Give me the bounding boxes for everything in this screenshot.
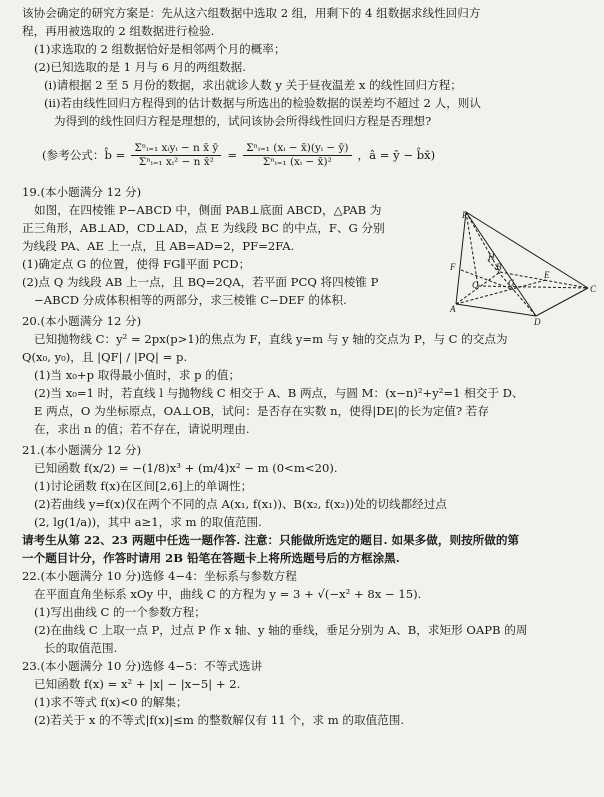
q22-line-4: 长的取值范围. [44,641,118,655]
formula-1-denominator: Σⁿᵢ₌₁ xᵢ² − n x̄² [138,155,214,168]
label-Q: Q [472,280,479,290]
formula-equals: = [227,148,238,162]
q22-heading: 22.(本小题满分 10 分)选修 4−4：坐标系与参数方程 [22,569,297,583]
formula-2-denominator: Σⁿᵢ₌₁ (xᵢ − x̄)² [262,155,332,168]
formula-1-numerator: Σⁿᵢ₌₁ xᵢyᵢ − n x̄ ȳ [131,142,221,156]
q22-line-2: (1)写出曲线 C 的一个参数方程； [34,605,206,619]
q19-line-1: 如图，在四棱锥 P−ABCD 中，侧面 PAB⊥底面 ABCD，△PAB 为 [34,203,382,217]
question-23 [22,657,592,729]
q20-line-1: 已知抛物线 C：y² = 2px(p>1)的焦点为 F，直线 y=m 与 y 轴的交点为 P，与 C 的交点为 [34,332,508,346]
intro-line-6: (ii)若由线性回归方程得到的估计数据与所选出的检验数据的误差均不超过 2 人，则认 [44,96,481,110]
q20-line-4: (2)当 x₀=1 时，若直线 l 与抛物线 C 相交于 A、B 两点，与圆 M：(x−n)²+y²=1 相交于 D、 [34,386,524,400]
question-21 [22,441,592,531]
q22-line-1: 在平面直角坐标系 xOy 中，曲线 C 的方程为 y = 3 + √(−x² + 8x − 15). [34,587,422,601]
q20-heading: 20.(本小题满分 12 分) [22,314,142,328]
q21-line-1: 已知函数 f(x/2) = −(1/8)x³ + (m/4)x² − m (0<m<20). [34,461,338,475]
formula-suffix: ，â = ȳ − b̂x̄) [357,148,436,162]
q19-line-3: 为线段 PA、AE 上一点，且 AB=AD=2，PF=2FA. [22,239,295,253]
q20-line-3: (1)当 x₀+p 取得最小值时，求 p 的值； [34,368,241,382]
q19-line-4: (1)确定点 G 的位置，使得 FG∥平面 PCD； [22,257,251,271]
q23-line-1: 已知函数 f(x) = x² + |x| − |x−5| + 2. [34,677,241,691]
label-B: B [496,262,502,272]
label-A: A [450,304,456,314]
q23-line-2: (1)求不等式 f(x)<0 的解集； [34,695,188,709]
formula-fraction-2 [243,142,351,169]
formula-2-numerator: Σⁿᵢ₌₁ (xᵢ − x̄)(yᵢ − ȳ) [243,142,351,156]
reference-formula [22,130,592,180]
intro-line-7: 为得到的线性回归方程是理想的，试问该协会所得线性回归方程是否理想? [54,114,432,128]
label-E: E [544,270,550,280]
intro-section [22,4,592,180]
label-P: P [462,210,468,220]
notice-line-2: 一个题目计分，作答时请用 2B 铅笔在答题卡上将所选题号后的方框涂黑. [22,551,400,565]
label-F: F [450,262,456,272]
notice-line-1: 请考生从第 22、23 两题中任选一题作答. 注意：只能做所选定的题目. 如果多做，则按所做的第 [22,533,520,547]
question-22 [22,567,592,657]
label-H: H [488,252,495,262]
q21-line-3: (2)若曲线 y=f(x)仅在两个不同的点 A(x₁, f(x₁))、B(x₂, f(x₂))处的切线都经过点 [34,497,447,511]
label-G: G [508,278,515,288]
intro-line-2: 程，再用被选取的 2 组数据进行检验. [22,24,215,38]
intro-line-4: (2)已知选取的是 1 月与 6 月的两组数据. [34,60,246,74]
q19-line-5: (2)点 Q 为线段 AB 上一点，且 BQ=2QA，若平面 PCQ 将四棱锥 P [22,275,379,289]
q19-line-2: 正三角形，AB⊥AD，CD⊥AD，点 E 为线段 BC 的中点，F、G 分别 [22,221,385,235]
label-C: C [590,284,597,294]
q20-line-2: Q(x₀, y₀)，且 |QF| / |PQ| = p. [22,350,188,364]
question-20 [22,312,592,438]
q21-line-4: (2, lg(1/a))，其中 a≥1，求 m 的取值范围. [34,515,262,529]
q19-line-6: −ABCD 分成体积相等的两部分，求三棱锥 C−DEF 的体积. [34,293,347,307]
q22-line-3: (2)在曲线 C 上取一点 P，过点 P 作 x 轴、y 轴的垂线，垂足分别为 A、B，求矩形 OAPB 的周 [34,623,528,637]
intro-line-3: (1)求选取的 2 组数据恰好是相邻两个月的概率； [34,42,286,56]
q21-line-2: (1)讨论函数 f(x)在区间[2,6]上的单调性； [34,479,253,493]
label-D: D [534,317,541,326]
formula-fraction-1 [131,142,221,169]
q23-line-3: (2)若关于 x 的不等式|f(x)|≤m 的整数解仅有 11 个，求 m 的取值范围. [34,713,405,727]
formula-prefix: (参考公式：b̂ = [42,148,126,162]
q21-heading: 21.(本小题满分 12 分) [22,443,142,457]
q19-heading: 19.(本小题满分 12 分) [22,185,142,199]
q20-line-5: E 两点，O 为坐标原点，OA⊥OB，试问：是否存在实数 n，使得|DE|的长为定值? 若存 [34,404,489,418]
pyramid-figure [448,208,598,326]
q23-heading: 23.(本小题满分 10 分)选修 4−5：不等式选讲 [22,659,263,673]
intro-line-5: (i)请根据 2 至 5 月份的数据，求出就诊人数 y 关于昼夜温差 x 的线性回归方程； [44,78,462,92]
q20-line-6: 在，求出 n 的值；若不存在，请说明理由. [34,422,250,436]
intro-line-1: 该协会确定的研究方案是：先从这六组数据中选取 2 组，用剩下的 4 组数据求线性回归方 [22,6,481,20]
optional-notice [22,531,592,567]
